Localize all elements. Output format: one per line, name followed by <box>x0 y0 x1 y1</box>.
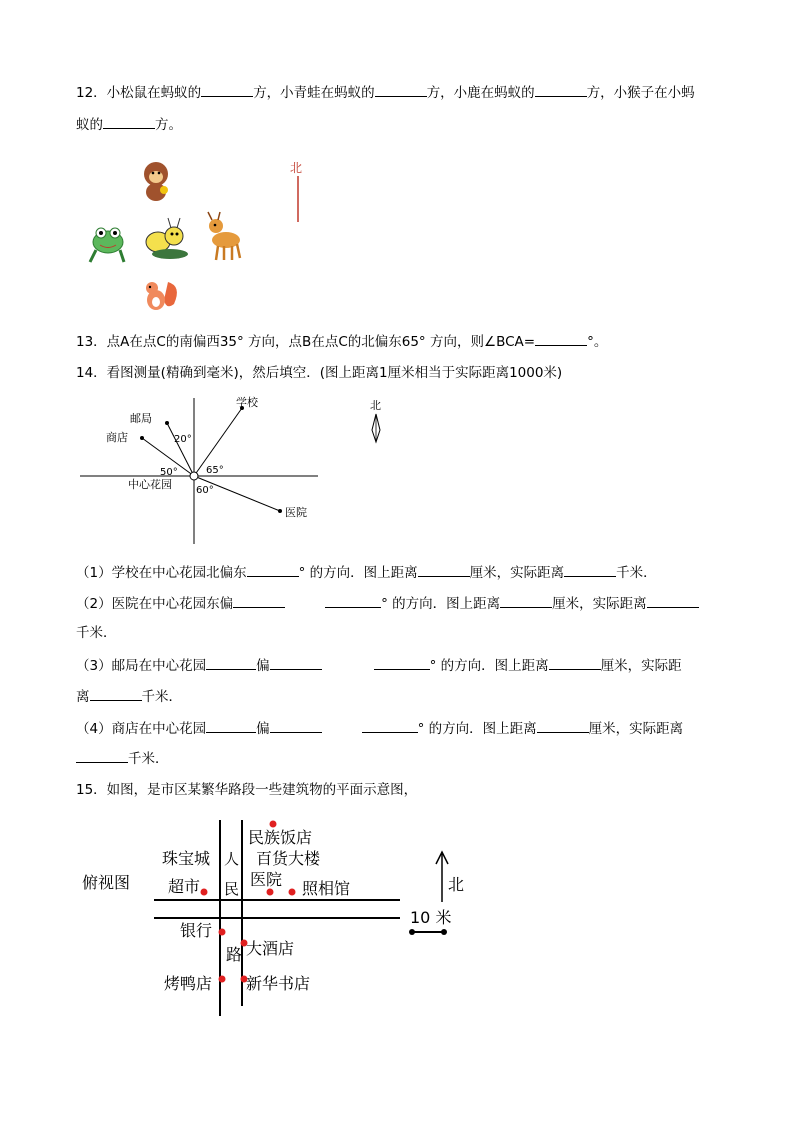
q14-s4-text-b: 偏 <box>256 721 270 737</box>
q14-s4-blank-actual-distance[interactable] <box>76 748 128 763</box>
q15-label-hotel: 大酒店 <box>246 939 295 958</box>
q14-s4-text-d: 厘米，实际距离 <box>588 721 684 737</box>
q14-s2-blank-actual-distance[interactable] <box>647 593 699 608</box>
q14-angle-65: 65° <box>206 465 224 476</box>
q15-label-photo-studio: 照相馆 <box>302 879 351 898</box>
q15-dot-hospital <box>267 889 274 896</box>
q14-s3-text-a: （3）邮局在中心花园 <box>76 658 207 674</box>
deer-icon <box>208 212 240 260</box>
q15-road-char-1: 人 <box>224 850 240 868</box>
q14-s3-blank-angle[interactable] <box>374 655 430 670</box>
q15-intro-text: 15．如图，是市区某繁华路段一些建筑物的平面示意图， <box>76 782 418 798</box>
frog-icon <box>90 228 124 262</box>
q14-label-hospital: 医院 <box>285 506 307 519</box>
q14-s4-blank-dir1[interactable] <box>206 718 256 733</box>
q15-dot-supermarket <box>201 889 208 896</box>
q14-north-label: 北 <box>370 399 381 412</box>
q15-label-bookstore: 新华书店 <box>246 974 311 993</box>
q13-text-a: 13．点A在点C的南偏西35° 方向，点B在点C的北偏东65° 方向，则∠BCA= <box>76 334 536 350</box>
q14-s2-text-c: 厘米，实际距离 <box>552 596 647 612</box>
q14-s2-text-a: （2）医院在中心花园东偏 <box>76 596 234 612</box>
q14-intro <box>76 363 720 383</box>
q14-s2-line2 <box>76 623 720 643</box>
q15-scale-end-right <box>441 929 447 935</box>
q14-s1 <box>76 562 720 583</box>
q14-s4-blank-angle[interactable] <box>362 718 418 733</box>
q12-text-e: 蚁的 <box>76 117 103 133</box>
q13-blank-angle[interactable] <box>535 331 587 346</box>
q12-text-a: 12．小松鼠在蚂蚁的 <box>76 85 202 101</box>
q14-point-post-office <box>165 421 169 425</box>
q14-s3-blank-dir1[interactable] <box>206 655 256 670</box>
q13-text-b: °。 <box>587 334 608 350</box>
q14-s1-text-b: ° 的方向．图上距离 <box>298 565 418 581</box>
q14-label-school: 学校 <box>236 396 258 409</box>
q14-s3-text-d: 厘米，实际距 <box>600 658 682 674</box>
q12-animal-figure <box>86 150 346 330</box>
q15-view-label: 俯视图 <box>82 873 131 892</box>
q15-dot-bank <box>219 929 226 936</box>
q12-blank-squirrel[interactable] <box>201 82 253 97</box>
q15-dot-roast-duck <box>219 976 226 983</box>
q14-direction-diagram <box>76 392 406 552</box>
q12-line2 <box>76 114 720 135</box>
q12-text-d: 方，小猴子在小蚂 <box>586 85 695 101</box>
q14-angle-60: 60° <box>196 485 214 496</box>
q14-s2-blank-map-distance[interactable] <box>500 593 552 608</box>
q14-s3-line2 <box>76 686 720 707</box>
q14-s4-text-c: ° 的方向．图上距离 <box>417 721 537 737</box>
q14-s2-text-b: ° 的方向．图上距离 <box>381 596 501 612</box>
q14-s3-text-e: 离 <box>76 689 90 705</box>
q14-point-shop <box>140 436 144 440</box>
q14-s2-text-d: 千米． <box>76 625 117 641</box>
q14-label-post-office: 邮局 <box>130 412 152 425</box>
q12-text-f: 方。 <box>155 117 182 133</box>
q14-point-hospital <box>278 509 282 513</box>
q14-point-center <box>190 472 198 480</box>
q14-s2-blank-angle[interactable] <box>325 593 381 608</box>
q14-s1-text-d: 千米． <box>616 565 657 581</box>
q15-label-roast-duck: 烤鸭店 <box>164 974 213 993</box>
q14-s4-text-a: （4）商店在中心花园 <box>76 721 207 737</box>
q14-s4-text-e: 千米． <box>128 751 169 767</box>
q12-text-c: 方，小鹿在蚂蚁的 <box>426 85 535 101</box>
q15-north-label: 北 <box>448 875 465 894</box>
q12-north-label: 北 <box>290 161 303 175</box>
q14-s4-blank-map-distance[interactable] <box>537 718 589 733</box>
q14-s2-line1 <box>76 593 720 614</box>
q12-text-b: 方，小青蛙在蚂蚁的 <box>253 85 375 101</box>
q14-s3-text-c: ° 的方向．图上距离 <box>429 658 549 674</box>
q14-s2-blank-direction[interactable] <box>233 593 285 608</box>
q14-s3-blank-map-distance[interactable] <box>549 655 601 670</box>
q15-label-hospital: 医院 <box>250 870 283 889</box>
q15-dot-photo-studio <box>289 889 296 896</box>
q15-street-map <box>76 812 476 1022</box>
q15-label-ethnic-restaurant: 民族饭店 <box>248 828 313 847</box>
q15-label-supermarket: 超市 <box>168 877 201 896</box>
q14-s3-text-b: 偏 <box>256 658 270 674</box>
q15-road-char-3: 路 <box>226 945 243 964</box>
ant-icon <box>146 218 188 259</box>
q15-scale-label: 10 米 <box>410 908 452 927</box>
q13-line <box>76 331 720 352</box>
q14-s1-text-c: 厘米，实际距离 <box>469 565 565 581</box>
q12-blank-frog[interactable] <box>375 82 427 97</box>
q14-intro-text: 14．看图测量(精确到毫米)，然后填空．(图上距离1厘米相当于实际距离1000米) <box>76 365 563 381</box>
q14-label-center: 中心花园 <box>128 478 172 491</box>
q14-s4-blank-dir2[interactable] <box>270 718 322 733</box>
q14-s3-text-f: 千米． <box>141 689 182 705</box>
q14-angle-50: 50° <box>160 467 178 478</box>
q14-s1-blank-map-distance[interactable] <box>418 562 470 577</box>
q12-blank-deer[interactable] <box>535 82 587 97</box>
q15-label-bank: 银行 <box>180 921 213 940</box>
q15-label-jewelry: 珠宝城 <box>162 849 211 868</box>
q14-s3-line1 <box>76 655 720 676</box>
q14-angle-20: 20° <box>174 434 192 445</box>
q14-s1-blank-actual-distance[interactable] <box>564 562 616 577</box>
q15-scale-end-left <box>409 929 415 935</box>
monkey-icon <box>144 162 168 201</box>
q15-dot-ethnic-restaurant <box>270 821 277 828</box>
q15-label-department-store: 百货大楼 <box>256 849 321 868</box>
squirrel-icon <box>146 282 177 310</box>
q14-s3-blank-actual-distance[interactable] <box>90 686 142 701</box>
q14-s1-blank-angle[interactable] <box>247 562 299 577</box>
q12-line1 <box>76 82 720 103</box>
q15-road-char-2: 民 <box>224 880 240 898</box>
q14-s3-blank-dir2[interactable] <box>270 655 322 670</box>
q14-s4-line2 <box>76 748 720 769</box>
q14-s4-line1 <box>76 718 720 739</box>
q14-s1-text-a: （1）学校在中心花园北偏东 <box>76 565 247 581</box>
q12-blank-monkey[interactable] <box>103 114 155 129</box>
q15-intro <box>76 780 720 800</box>
q14-label-shop: 商店 <box>106 431 128 444</box>
